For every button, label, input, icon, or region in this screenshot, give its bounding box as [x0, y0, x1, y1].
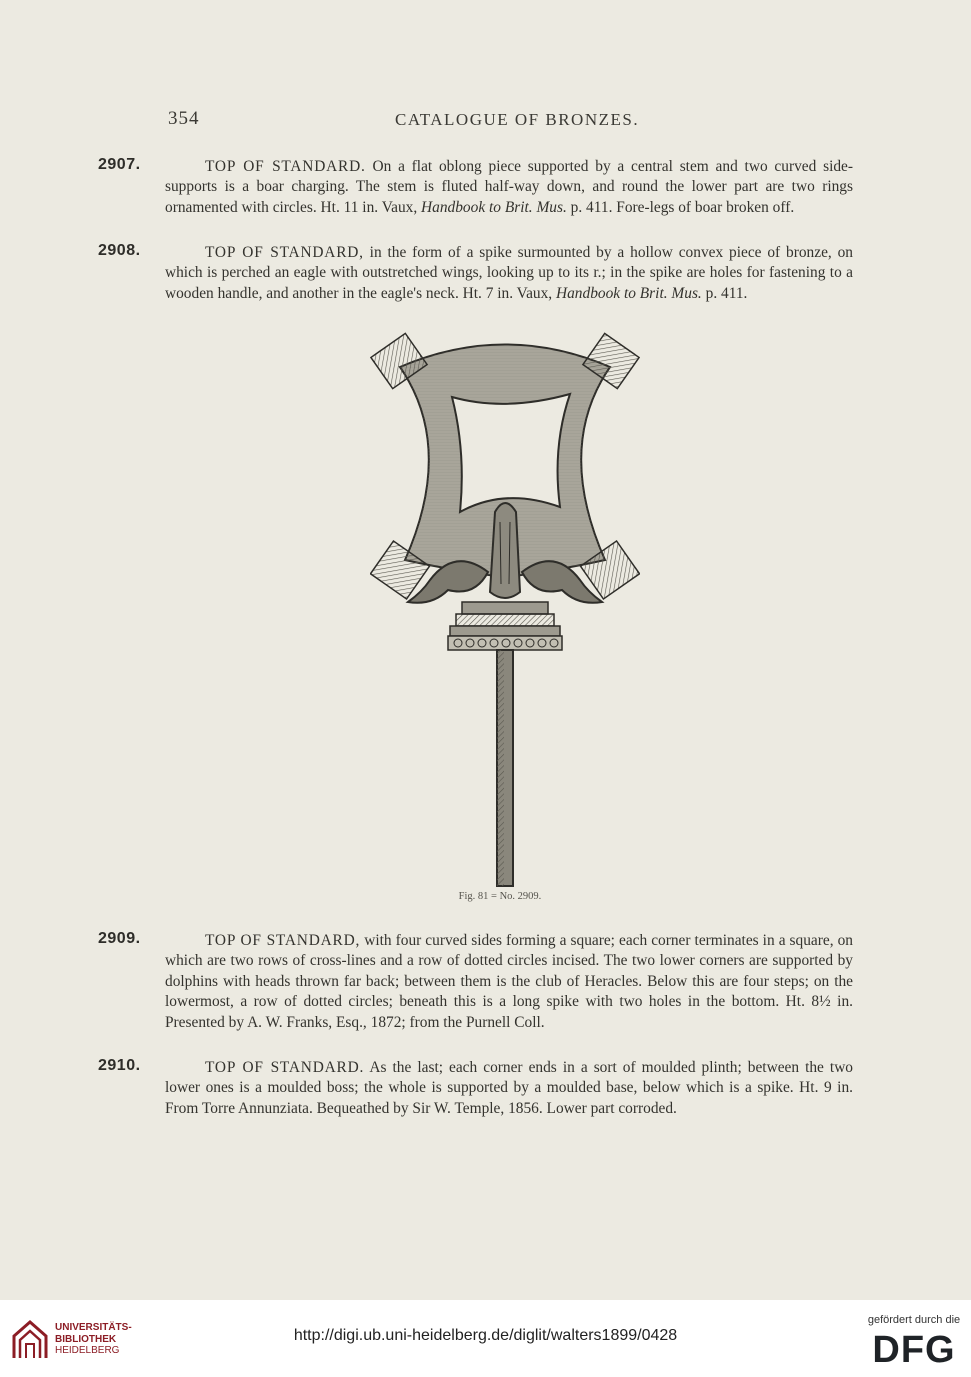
library-name[interactable] [55, 1322, 165, 1357]
library-name-line: UNIVERSITÄTS- [55, 1322, 132, 1333]
entry-heading: TOP OF STANDARD. [205, 1059, 365, 1076]
permalink-url[interactable]: http://digi.ub.uni-heidelberg.de/diglit/walters1899/0428 [293, 1327, 678, 1344]
entry-number: 2907. [98, 156, 141, 173]
entry-text [165, 931, 853, 1033]
entry-description: On a flat oblong piece supported by a central stem and two curved side-supports is a boar charging. The stem is fluted half-way down, and round the lower part are two rings ornamented with circles. Ht. 11 in. Vaux, [165, 158, 853, 216]
entry-heading: TOP OF STANDARD, [205, 932, 361, 949]
entry-description: in the form of a spike surmounted by a hollow convex piece of bronze, on which is perched an eagle with outstretched wings, looking up to its r.; in the spike are holes for fastening to a wooden handle, and another in the eagle's neck. Ht. 7 in. Vaux, [165, 244, 853, 302]
page-header [168, 108, 853, 132]
library-logo-icon[interactable] [10, 1318, 50, 1362]
entry-description: with four curved sides forming a square; each corner terminates in a square, on which are two rows of cross-lines and a row of dotted circles incised. The two lower corners are supported by dolphins with heads thrown far back; between them is the club of Heracles. Below this are four steps; on the lowermost, a row of dotted circles; beneath this is a long spike with two holes in the bottom. Ht. 8½ in. Presented by A. W. Franks, Esq., 1872; from the Purnell Coll. [165, 932, 853, 1031]
figure-caption: Fig. 81 = No. 2909. [458, 891, 542, 902]
entry-description: As the last; each corner ends in a sort of moulded plinth; between the two lower ones is a moulded boss; the whole is supported by a moulded base, below which is a spike. Ht. 9 in. From Torre Annunziata. Bequeathed by Sir W. Temple, 1856. Lower part corroded. [165, 1059, 854, 1117]
entry-number: 2910. [98, 1057, 141, 1074]
library-name-line: BIBLIOTHEK [55, 1333, 117, 1345]
page-number: 354 [168, 108, 200, 129]
entry-text [165, 1058, 853, 1119]
dfg-logo-icon[interactable]: DFG [872, 1329, 956, 1371]
entry-tail: p. 411. [701, 284, 748, 302]
entry-reference: Handbook to Brit. Mus. [556, 284, 702, 302]
entry-heading: TOP OF STANDARD, [205, 244, 364, 261]
bronze-standard-engraving [370, 322, 640, 892]
running-title: CATALOGUE OF BRONZES. [395, 110, 640, 129]
entry-text [165, 243, 853, 304]
entry-reference: Handbook to Brit. Mus. [421, 198, 567, 216]
entry-heading: TOP OF STANDARD. [205, 158, 366, 175]
entry-number: 2908. [98, 242, 141, 259]
library-name-line: HEIDELBERG [55, 1345, 120, 1356]
viewer-footer [0, 1300, 971, 1377]
entry-text [165, 157, 853, 218]
sponsor-text: gefördert durch die [867, 1314, 961, 1326]
entry-number: 2909. [98, 930, 141, 947]
entry-tail: p. 411. Fore-legs of boar broken off. [566, 198, 795, 216]
